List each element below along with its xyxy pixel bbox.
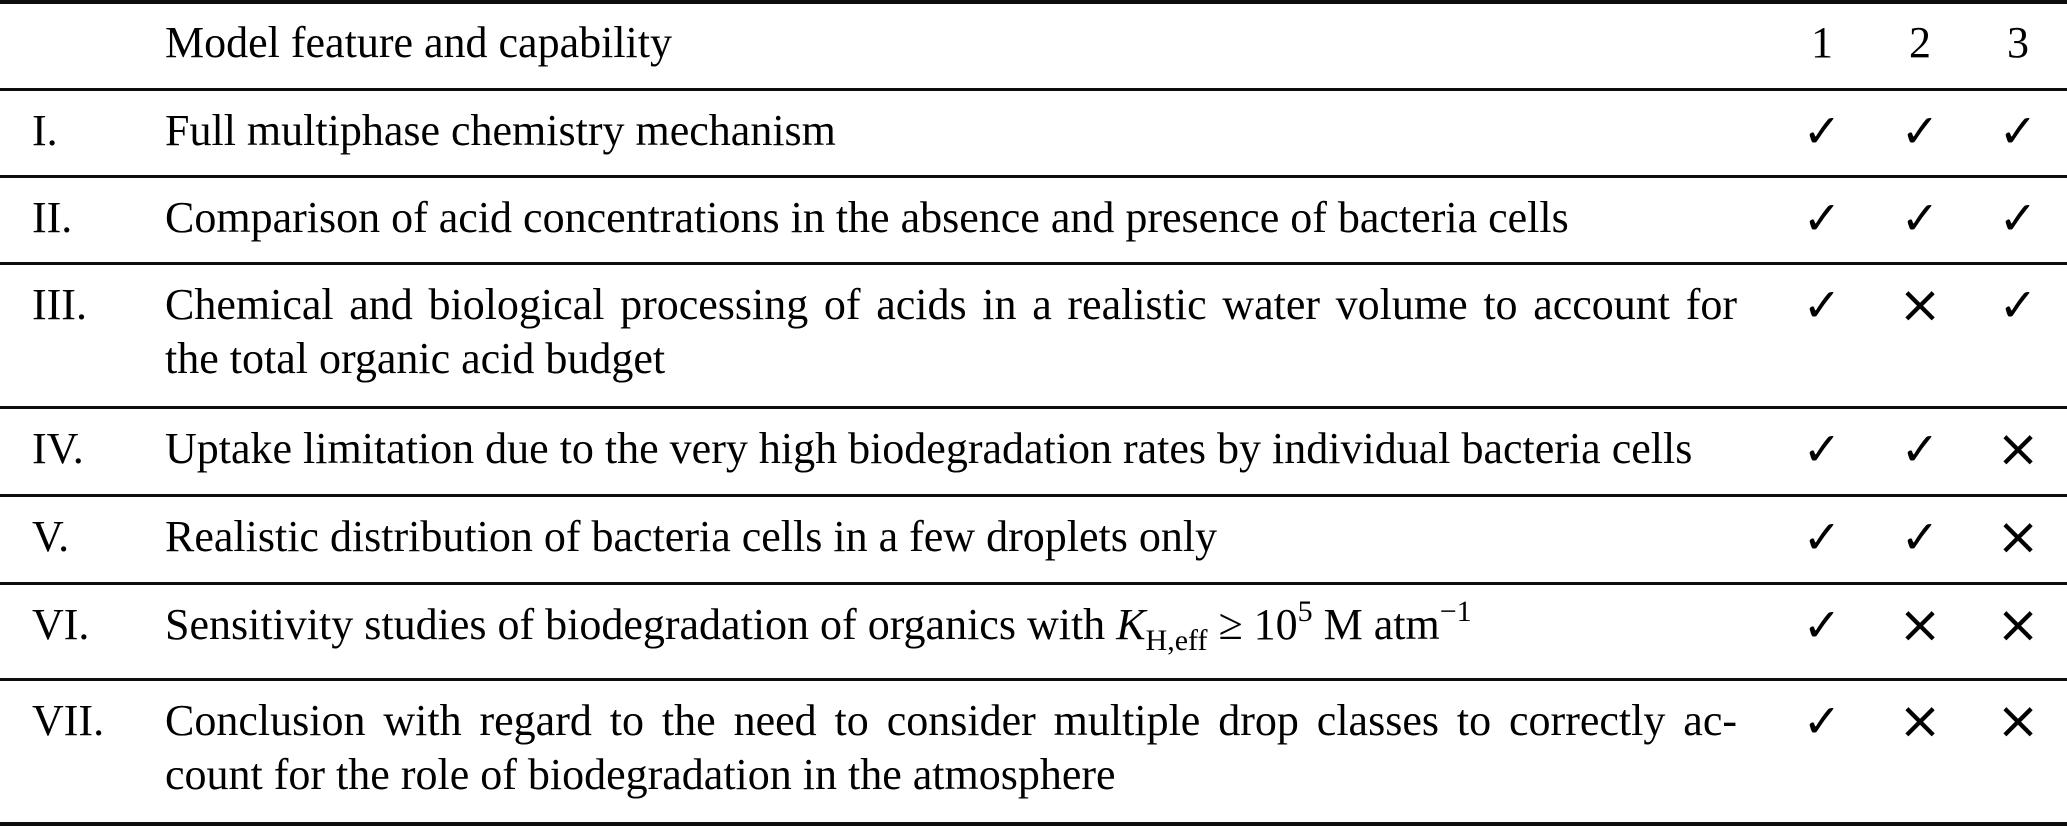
check-icon: ✓ — [1998, 104, 2038, 158]
header-row — [0, 2, 2067, 90]
mark-model-2 — [1871, 584, 1969, 680]
row-feature — [165, 177, 1773, 264]
row-numeral: III. — [32, 280, 87, 329]
row-feature — [165, 90, 1773, 177]
mark-model-2 — [1871, 408, 1969, 496]
mark-model-2 — [1871, 496, 1969, 584]
row-feature — [165, 408, 1773, 496]
mark-model-2 — [1871, 90, 1969, 177]
mark-model-1 — [1773, 90, 1871, 177]
feature-text-line: Conclusion with regard to the need to consider multiple drop classes to correctly ac- — [165, 696, 1737, 745]
mark-model-3 — [1969, 408, 2067, 496]
cross-icon: × — [1898, 691, 1942, 751]
check-icon: ✓ — [1802, 422, 1842, 476]
formula-part: M atm — [1312, 600, 1440, 649]
row-feature — [165, 264, 1773, 408]
row-numeral: VI. — [32, 600, 90, 649]
table-row — [0, 496, 2067, 584]
mark-model-3 — [1969, 584, 2067, 680]
cross-icon: × — [1996, 507, 2040, 567]
mark-model-1 — [1773, 680, 1871, 825]
mark-model-3 — [1969, 496, 2067, 584]
mark-model-3 — [1969, 177, 2067, 264]
check-icon: ✓ — [1802, 598, 1842, 652]
mark-model-3 — [1969, 90, 2067, 177]
header-model-3: 3 — [1969, 2, 2067, 90]
table-row — [0, 408, 2067, 496]
row-numeral: II. — [32, 193, 73, 242]
header-model-2: 2 — [1871, 2, 1969, 90]
cross-icon: × — [1898, 275, 1942, 335]
table-row — [0, 680, 2067, 825]
feature-text-line: Full multiphase chemistry mechanism — [165, 106, 836, 155]
feature-text-line: Uptake limitation due to the very high biodegradation rates by individual bacteria cells — [165, 424, 1693, 473]
table-row — [0, 90, 2067, 177]
mark-model-1 — [1773, 408, 1871, 496]
mark-model-1 — [1773, 177, 1871, 264]
header-model-1: 1 — [1773, 2, 1871, 90]
feature-text-line: count for the role of biodegradation in the atmosphere — [165, 750, 1116, 799]
check-icon: ✓ — [1900, 510, 1940, 564]
formula-part: Sensitivity studies of biodegradation of organics with — [165, 600, 1117, 649]
row-numeral: VII. — [32, 696, 105, 745]
formula-part: −1 — [1439, 595, 1472, 628]
mark-model-3 — [1969, 680, 2067, 825]
check-icon: ✓ — [1998, 278, 2038, 332]
mark-model-2 — [1871, 680, 1969, 825]
row-feature — [165, 584, 1773, 680]
check-icon: ✓ — [1802, 191, 1842, 245]
table-body — [0, 90, 2067, 825]
header-numeral-cell — [0, 2, 165, 90]
mark-model-1 — [1773, 584, 1871, 680]
table-row — [0, 264, 2067, 408]
mark-model-2 — [1871, 264, 1969, 408]
check-icon: ✓ — [1900, 422, 1940, 476]
check-icon: ✓ — [1900, 104, 1940, 158]
table-header — [0, 2, 2067, 90]
cross-icon: × — [1996, 691, 2040, 751]
row-feature — [165, 496, 1773, 584]
formula-part: H,eff — [1145, 624, 1208, 657]
feature-text-line: Comparison of acid concentrations in the absence and presence of bacteria cells — [165, 193, 1569, 242]
check-icon: ✓ — [1802, 278, 1842, 332]
check-icon: ✓ — [1998, 191, 2038, 245]
feature-text-line: Chemical and biological processing of acids in a realistic water volume to account for — [165, 280, 1737, 329]
formula-part: ≥ 10 — [1207, 600, 1298, 649]
cross-icon: × — [1996, 595, 2040, 655]
row-feature — [165, 680, 1773, 825]
row-numeral: V. — [32, 512, 70, 561]
mark-model-3 — [1969, 264, 2067, 408]
formula-part: K — [1116, 600, 1146, 649]
feature-text-line: Realistic distribution of bacteria cells in a few droplets only — [165, 512, 1218, 561]
check-icon: ✓ — [1900, 191, 1940, 245]
row-numeral: IV. — [32, 424, 84, 473]
check-icon: ✓ — [1802, 694, 1842, 748]
row-numeral: I. — [32, 106, 58, 155]
feature-text-line: the total organic acid budget — [165, 334, 666, 383]
formula-part: 5 — [1297, 595, 1313, 628]
feature-formula-line — [165, 595, 1737, 657]
check-icon: ✓ — [1802, 510, 1842, 564]
header-feature-label: Model feature and capability — [165, 2, 1773, 90]
cross-icon: × — [1996, 419, 2040, 479]
cross-icon: × — [1898, 595, 1942, 655]
mark-model-1 — [1773, 264, 1871, 408]
table-row — [0, 177, 2067, 264]
check-icon: ✓ — [1802, 104, 1842, 158]
table-row — [0, 584, 2067, 680]
mark-model-2 — [1871, 177, 1969, 264]
mark-model-1 — [1773, 496, 1871, 584]
